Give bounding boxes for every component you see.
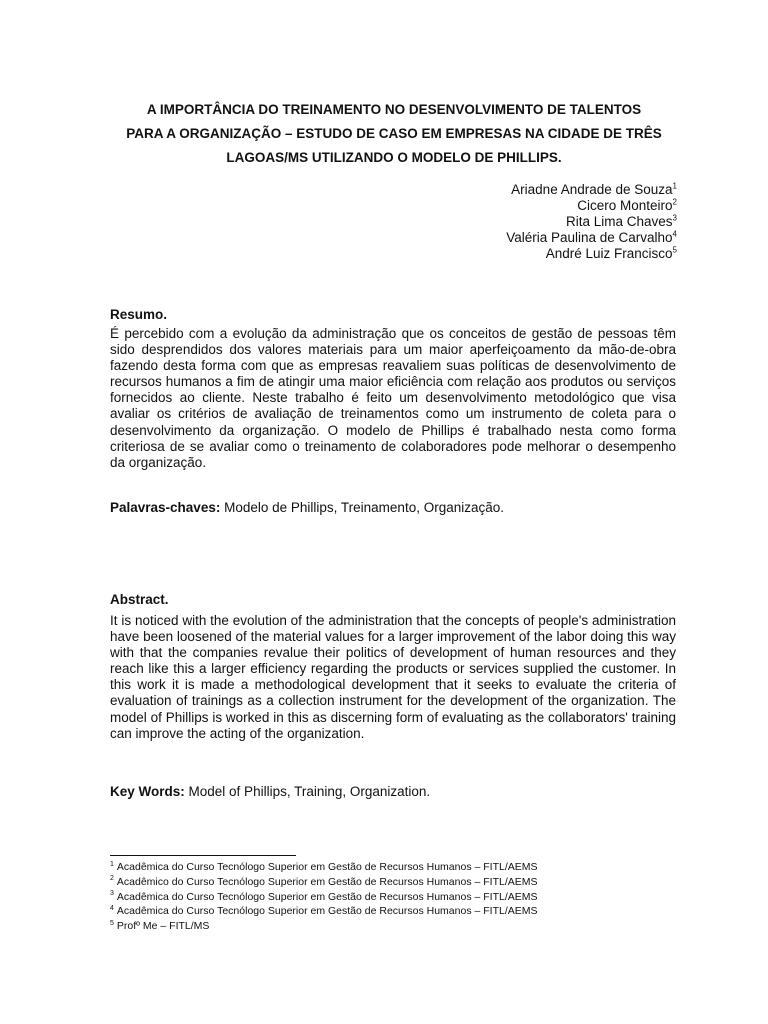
author-footnote-mark: 3: [672, 213, 677, 223]
footnote-text: Acadêmica do Curso Tecnólogo Superior em Gestão de Recursos Humanos – FITL/AEMS: [116, 905, 538, 918]
author-list: [317, 182, 677, 262]
footnote: [110, 875, 670, 890]
abstract-heading: Abstract.: [110, 592, 169, 607]
title-line: PARA A ORGANIZAÇÃO – ESTUDO DE CASO EM EMPRESAS NA CIDADE DE TRÊS: [126, 126, 662, 141]
author: [317, 182, 677, 198]
footnote-mark: 1: [110, 860, 114, 868]
footnote-mark: 2: [110, 875, 114, 883]
author-footnote-mark: 4: [672, 229, 677, 239]
footnote: [110, 860, 670, 875]
palavras-chaves-label: Palavras-chaves:: [110, 500, 221, 515]
footnotes: [110, 860, 670, 934]
author-name: Cicero Monteiro: [577, 198, 673, 213]
author-name: André Luiz Francisco: [545, 246, 673, 261]
footnote-mark: 5: [110, 919, 114, 927]
author: [317, 230, 677, 246]
author-footnote-mark: 2: [672, 197, 677, 207]
author-name: Rita Lima Chaves: [566, 214, 673, 229]
footnote: [110, 904, 670, 919]
key-words-value: Model of Phillips, Training, Organization.: [188, 784, 431, 799]
palavras-chaves: [110, 500, 676, 516]
resumo-text: É percebido com a evolução da administração que os conceitos de gestão de pessoas têm sido desprendidos dos valores materiais para um maior aperfeiçoamento da mão-de-obra fazendo desta forma com que as empresas reavaliem suas políticas de desenvolvimento de recursos humanos a fim de atingir uma maior eficiência com relação aos produtos ou serviços fornecidos ao cliente. Neste trabalho é feito um desenvolvimento metodológico que visa avaliar os critérios de avaliação de treinamentos como um instrumento de coleta para o desenvolvimento da organização. O modelo de Phillips é trabalhado nesta como forma criteriosa de se avaliar como o treinamento de colaboradores pode melhorar o desempenho da organização.: [110, 326, 676, 470]
abstract-text: It is noticed with the evolution of the administration that the concepts of people's administration have been loosened of the material values for a larger improvement of the labor doing this way with that the companies revalue their politics of development of human resources and they reach like this a larger efficiency regarding the products or services supplied the customer. In this work it is made a methodological development that it seeks to evaluate the criteria of evaluation of trainings as a collection instrument for the development of the organization. The model of Phillips is worked in this as discerning form of evaluating as the collaborators' training can improve the acting of the organization.: [110, 613, 676, 741]
palavras-chaves-value: Modelo de Phillips, Treinamento, Organização.: [224, 500, 504, 515]
author-footnote-mark: 1: [672, 181, 677, 191]
footnote-text: Acadêmico do Curso Tecnólogo Superior em Gestão de Recursos Humanos – FITL/AEMS: [116, 875, 538, 888]
footnote: [110, 919, 670, 934]
author: [317, 198, 677, 214]
author-name: Valéria Paulina de Carvalho: [506, 230, 673, 245]
title-line: LAGOAS/MS UTILIZANDO O MODELO DE PHILLIPS.: [226, 150, 562, 165]
footnote-text: Profº Me – FITL/MS: [116, 920, 210, 933]
paper-title: [104, 98, 684, 170]
footnote-mark: 3: [110, 890, 114, 898]
resumo-heading: Resumo.: [110, 307, 168, 322]
author-name: Ariadne Andrade de Souza: [511, 182, 673, 197]
footnote-text: Acadêmica do Curso Tecnólogo Superior em Gestão de Recursos Humanos – FITL/AEMS: [116, 890, 538, 903]
key-words-label: Key Words:: [110, 784, 185, 799]
title-line: A IMPORTÂNCIA DO TREINAMENTO NO DESENVOLVIMENTO DE TALENTOS: [146, 102, 642, 117]
author: [317, 246, 677, 262]
key-words: [110, 784, 676, 800]
author: [317, 214, 677, 230]
footnote-mark: 4: [110, 904, 114, 912]
author-footnote-mark: 5: [672, 245, 677, 255]
footnote-text: Acadêmica do Curso Tecnólogo Superior em Gestão de Recursos Humanos – FITL/AEMS: [116, 861, 538, 873]
footnote-divider: [110, 855, 296, 856]
footnote: [110, 890, 670, 905]
